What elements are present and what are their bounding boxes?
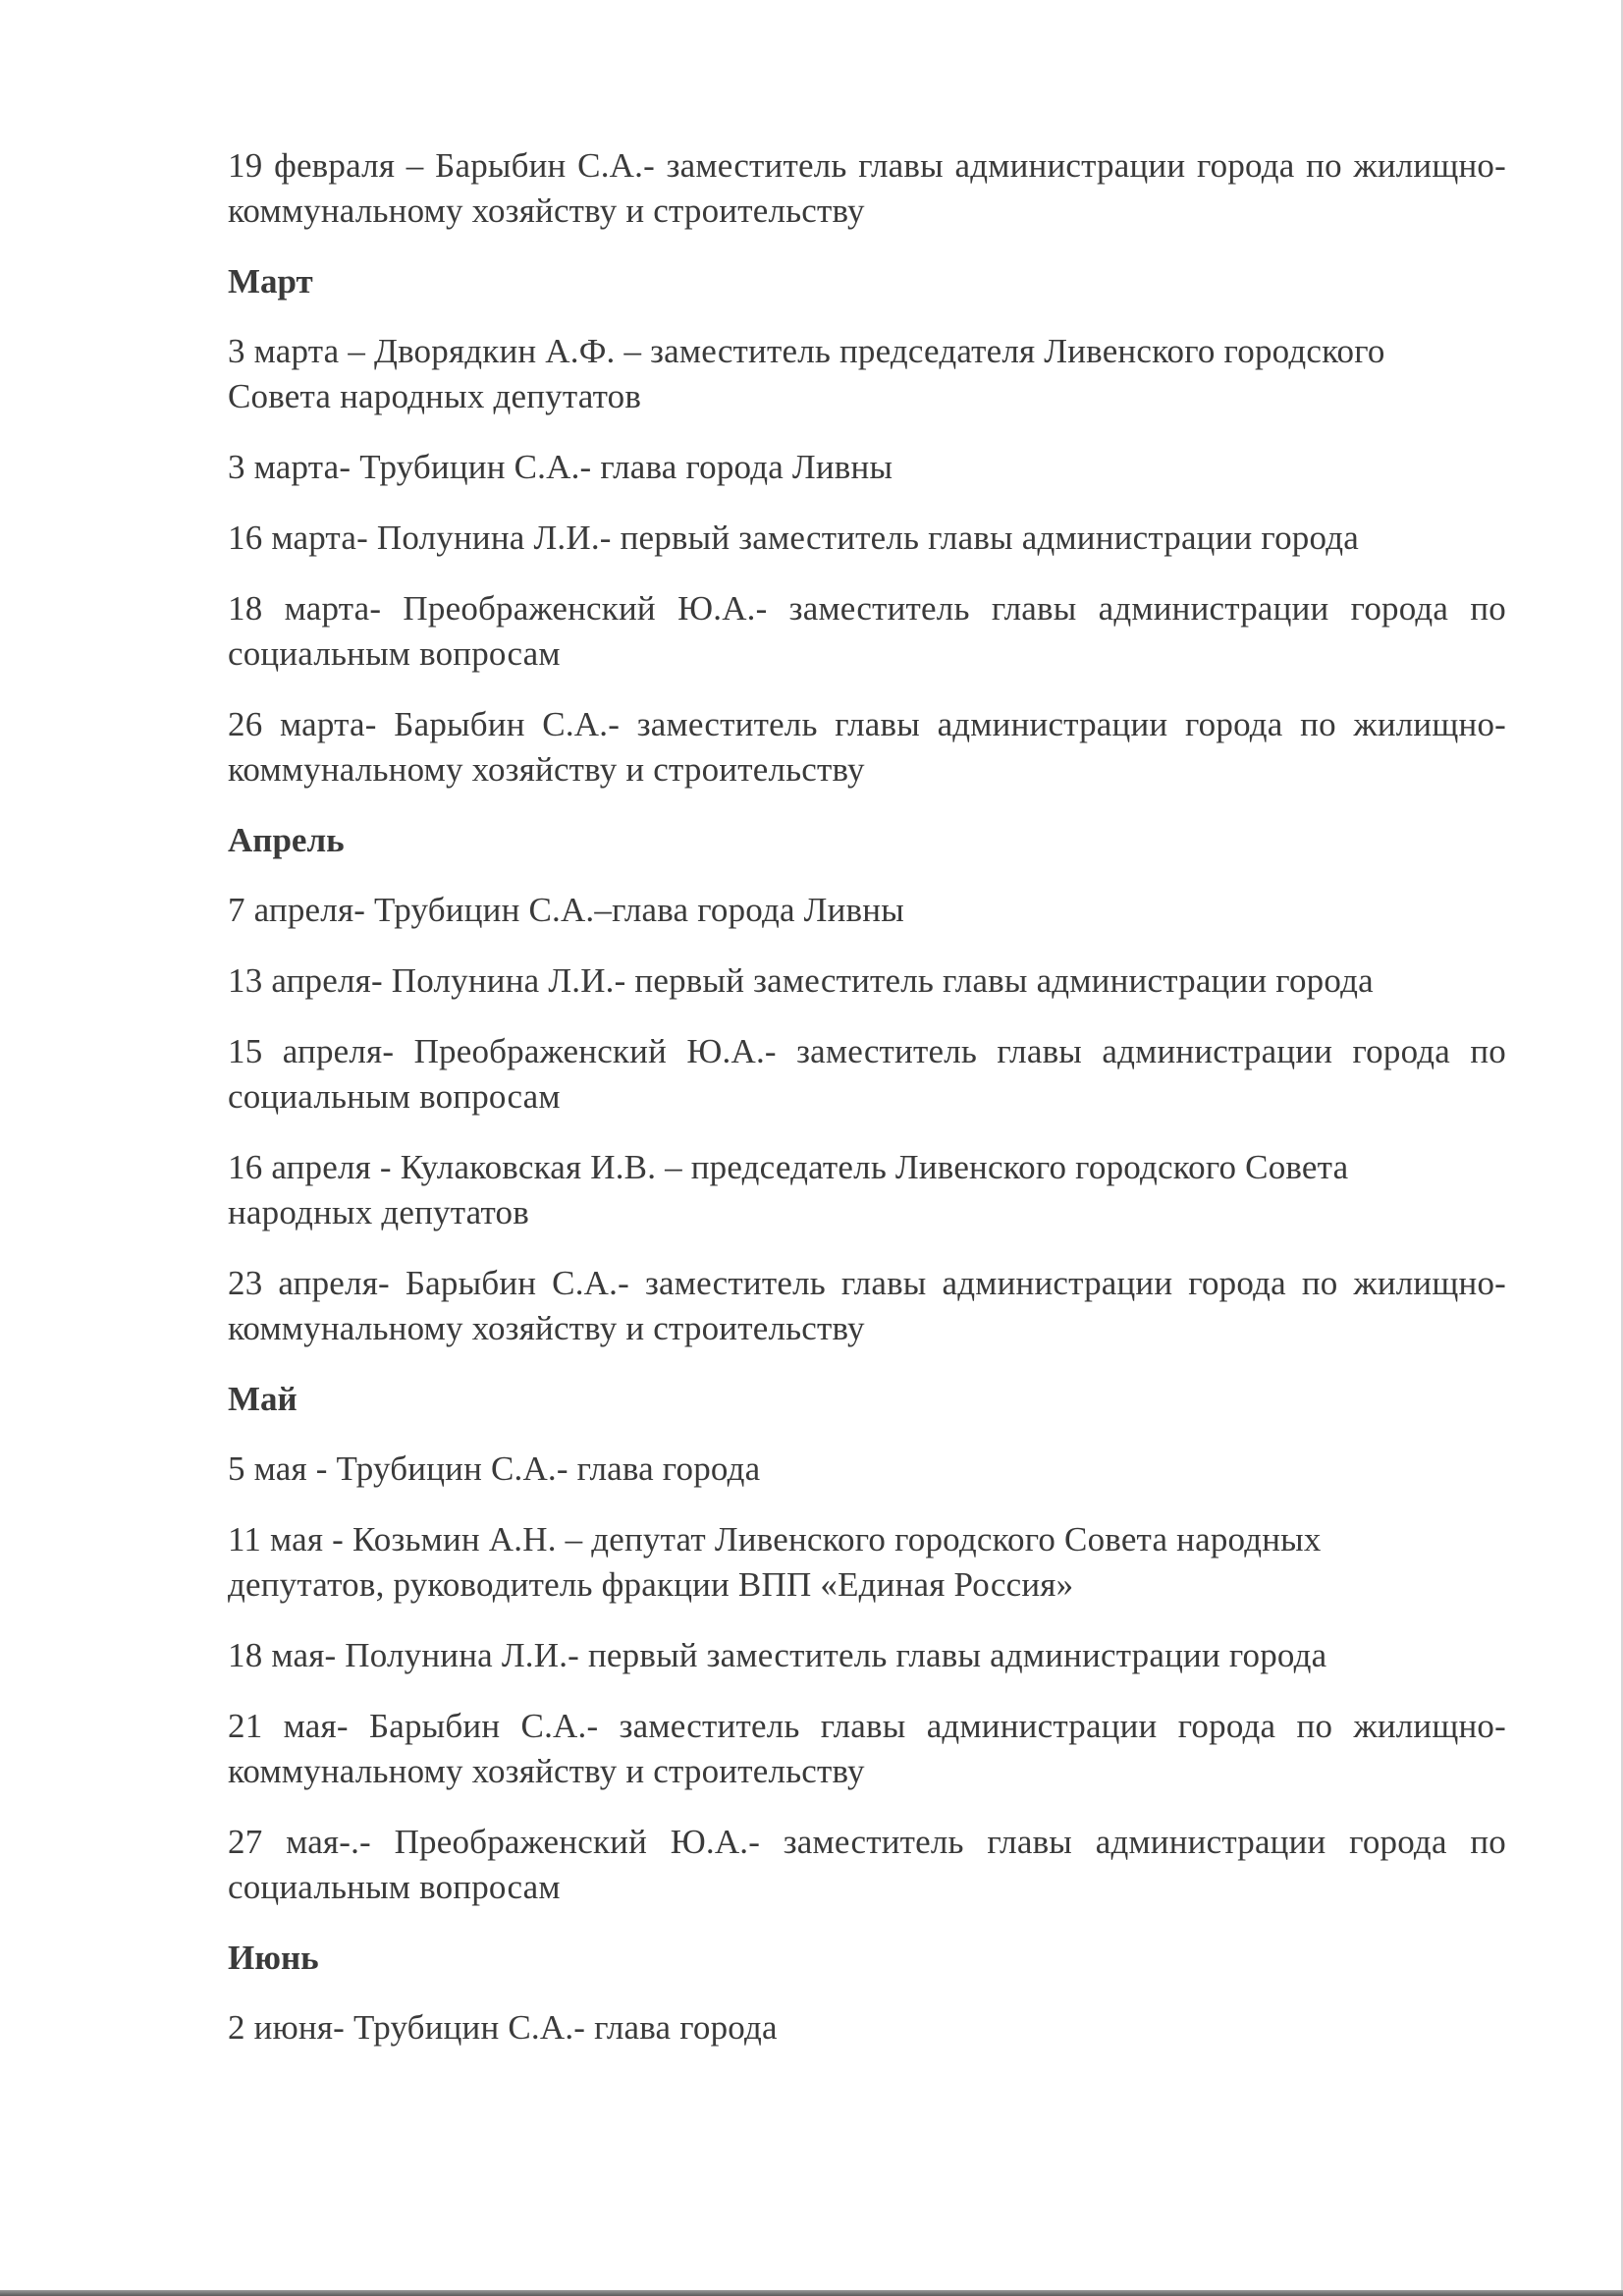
schedule-entry: 11 мая - Козьмин А.Н. – депутат Ливенского городского Совета народных депутатов, руководитель фракции ВПП «Единая Россия»: [228, 1520, 1322, 1604]
schedule-entry: 2 июня- Трубицин С.А.- глава города: [228, 2008, 778, 2047]
schedule-entry: 18 марта- Преображенский Ю.А.- заместитель главы администрации города по социальным вопросам: [228, 589, 1506, 673]
schedule-entry: 3 марта- Трубицин С.А.- глава города Ливны: [228, 448, 893, 486]
month-heading-april: Апрель: [228, 821, 345, 859]
schedule-entry: 18 мая- Полунина Л.И.- первый заместитель главы администрации города: [228, 1636, 1327, 1674]
schedule-entry: 21 мая- Барыбин С.А.- заместитель главы администрации города по жилищно-коммунальному хозяйству и строительству: [228, 1707, 1506, 1790]
scan-edge-bottom: [0, 2290, 1623, 2296]
month-heading-june: Июнь: [228, 1939, 319, 1977]
schedule-entry: 19 февраля – Барыбин С.А.- заместитель главы администрации города по жилищно-коммунальному хозяйству и строительству: [228, 146, 1506, 230]
schedule-content: [228, 143, 1506, 2076]
schedule-entry: 5 мая - Трубицин С.А.- глава города: [228, 1449, 761, 1488]
month-heading-march: Март: [228, 262, 313, 301]
month-heading-may: Май: [228, 1380, 298, 1418]
schedule-entry: 27 мая-.- Преображенский Ю.А.- заместитель главы администрации города по социальным вопросам: [228, 1823, 1506, 1906]
schedule-entry: 16 марта- Полунина Л.И.- первый заместитель главы администрации города: [228, 519, 1359, 557]
schedule-entry: 26 марта- Барыбин С.А.- заместитель главы администрации города по жилищно-коммунальному хозяйству и строительству: [228, 705, 1506, 789]
schedule-entry: 7 апреля- Трубицин С.А.–глава города Ливны: [228, 891, 904, 929]
schedule-entry: 16 апреля - Кулаковская И.В. – председатель Ливенского городского Совета народных депутатов: [228, 1148, 1349, 1231]
schedule-entry: 15 апреля- Преображенский Ю.А.- заместитель главы администрации города по социальным вопросам: [228, 1032, 1506, 1116]
schedule-entry: 23 апреля- Барыбин С.А.- заместитель главы администрации города по жилищно-коммунальному хозяйству и строительству: [228, 1264, 1506, 1347]
schedule-entry: 3 марта – Дворядкин А.Ф. – заместитель председателя Ливенского городского Совета народных депутатов: [228, 332, 1385, 415]
schedule-entry: 13 апреля- Полунина Л.И.- первый заместитель главы администрации города: [228, 961, 1374, 1000]
